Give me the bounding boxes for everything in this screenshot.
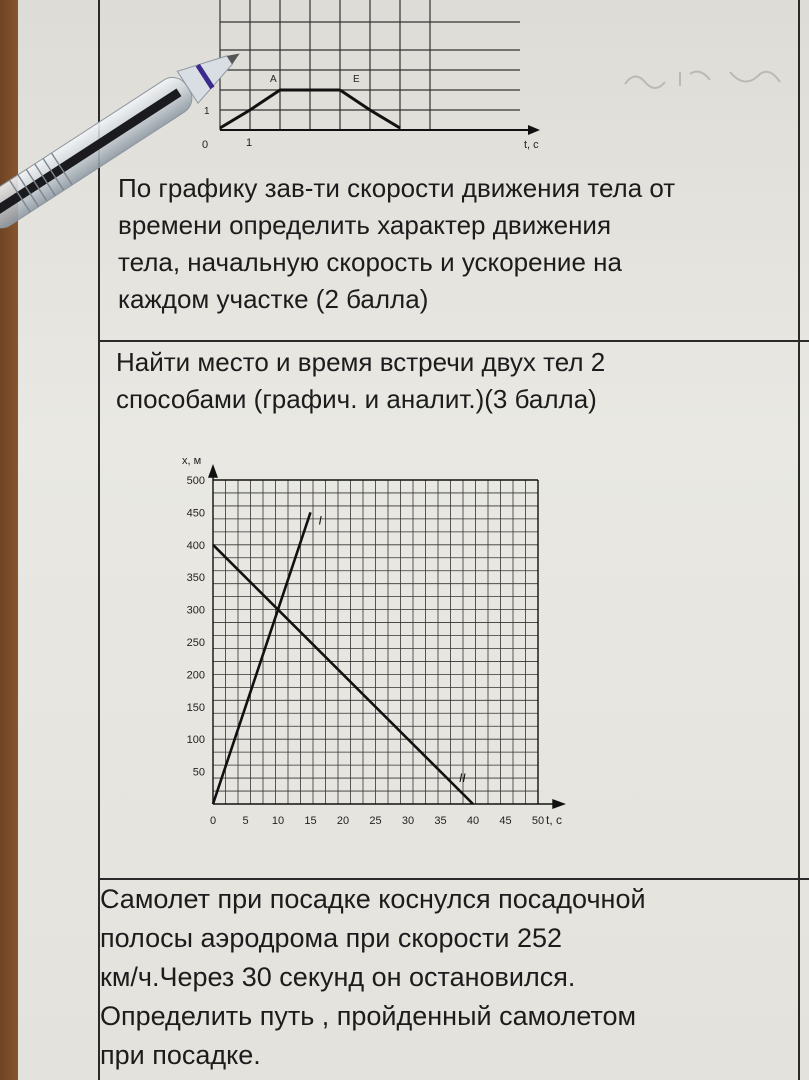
x-tick-label: 35 [434,815,447,827]
x-tick-label: 20 [336,815,350,827]
y-tick-label: 150 [186,701,205,714]
point-a-label: A [270,74,277,85]
series-label-I: I [318,513,322,528]
x-tick-label: 25 [369,815,382,827]
x-axis-label: t, c [546,813,563,827]
task2-text: Найти место и время встречи двух тел 2 способами (графич. и аналит.)(3 балла) [116,347,606,414]
series-label-II: II [459,771,466,785]
x-tick-label: 0 [209,815,217,827]
y-tick-label: 300 [186,604,205,617]
x-tick-label: 45 [499,815,512,827]
point-e-label: E [353,74,360,85]
x-tick-label: 5 [242,815,249,827]
bleed-through-text [620,62,790,99]
y-label-1: 1 [204,106,210,117]
x-tick-label: 40 [466,815,480,827]
task3-text: Самолет при посадке коснулся посадочной полосы аэродрома при скорости 252 км/ч.Через 30 секунд он остановился. Определить путь , пройденный самолетом при посадке. [100,884,646,1070]
origin-label: 0 [202,139,209,151]
divider-task1-task2 [98,340,809,342]
x-label-1: 1 [246,137,253,149]
y-axis-label: x, м [182,455,202,467]
y-tick-label: 350 [186,572,205,585]
right-border-line [798,0,800,1080]
y-tick-label: 250 [186,637,205,649]
x-tick-label: 50 [531,815,545,827]
motion-chart [160,440,590,840]
y-tick-label: 400 [186,539,205,552]
series-line-I [213,512,311,804]
y-tick-label: 100 [186,734,205,747]
y-tick-label: 200 [186,669,205,682]
y-tick-label: 50 [192,766,205,779]
x-axis-arrow [553,800,564,808]
x-tick-label: 30 [401,815,415,827]
task1-text: По графику зав-ти скорости движения тела от времени определить характер движения тела, начальную скорость и ускорение на каждом участке (2 балла) [118,173,676,314]
y-tick-label: 500 [186,475,205,487]
x-tick-label: 15 [304,815,317,827]
x-tick-label: 10 [271,815,285,827]
y-tick-label: 450 [186,507,205,520]
x-axis-label: t, c [524,139,539,151]
ballpoint-pen-icon [0,0,260,260]
